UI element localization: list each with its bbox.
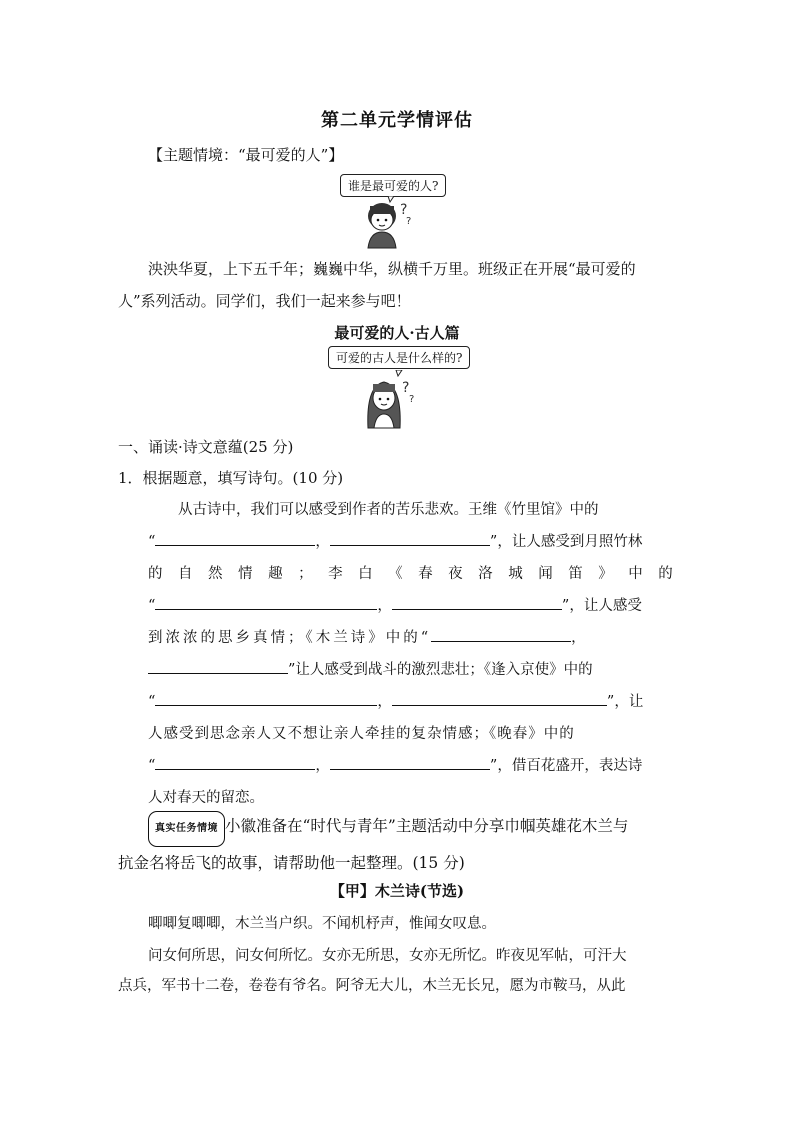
q1-line-2: “ ， ”，让人感受到月照竹林 [148,530,673,551]
answer-blank[interactable] [431,627,571,642]
mulan-title: 【甲】木兰诗(节选) [329,882,465,900]
answer-blank[interactable] [155,755,315,770]
answer-blank[interactable] [148,659,288,674]
answer-blank[interactable] [155,691,377,706]
q1-line-8: 人感受到思念亲人又不想让亲人牵挂的复杂情感；《晚春》中的 [148,726,575,742]
q1-line-3: 的 自 然 情 趣 ； 李 白 《 春 夜 洛 城 闻 笛 》 中 的 [148,566,673,582]
q1-line-4: “ ， ”，让人感受 [148,594,673,615]
q1-line-10: 人对春天的留恋。 [148,790,264,806]
girl-thinking-icon [362,370,422,432]
boy-thinking-icon [360,196,420,252]
speech-bubble-1: 谁是最可爱的人? [340,174,446,197]
svg-text:?: ? [406,216,412,227]
task-text-2: 抗金名将岳飞的故事，请帮助他一起整理。(15 分) [118,854,465,872]
answer-blank[interactable] [392,595,562,610]
q1-line-7: “ ， ”，让 [148,690,673,711]
task-badge: 真实任务情境 [148,811,225,847]
answer-blank[interactable] [392,691,607,706]
question-1: 1．根据题意，填写诗句。(10 分) [118,469,344,487]
speech-bubble-2: 可爱的古人是什么样的? [328,346,470,369]
answer-blank[interactable] [155,595,377,610]
page-title: 第二单元学情评估 [321,110,473,131]
intro-line-2: 人”系列活动。同学们，我们一起来参与吧！ [118,292,411,310]
q1-line-9: “ ， ”，借百花盛开，表达诗 [148,754,673,775]
mulan-paragraph-2a: 问女何所思，问女何所忆。女亦无所思，女亦无所忆。昨夜见军帖，可汗大 [148,948,627,964]
q1-line-6: ”让人感受到战斗的激烈悲壮；《逢入京使》中的 [148,658,673,679]
q1-line-1: 从古诗中，我们可以感受到作者的苦乐悲欢。王维《竹里馆》中的 [178,502,599,518]
task-text-1: 小徽准备在“时代与青年”主题活动中分享巾帼英雄花木兰与 [225,817,629,835]
answer-blank[interactable] [330,755,490,770]
subsection-title: 最可爱的人·古人篇 [334,324,460,342]
svg-text:?: ? [400,202,408,218]
section-1-heading: 一、诵读·诗文意蕴(25 分) [118,438,294,456]
q1-line-5: 到浓浓的思乡真情；《木兰诗》中的“ ， [148,626,673,647]
mulan-paragraph-1: 唧唧复唧唧，木兰当户织。不闻机杼声，惟闻女叹息。 [148,916,496,932]
mulan-paragraph-2b: 点兵，军书十二卷，卷卷有爷名。阿爷无大儿，木兰无长兄，愿为市鞍马，从此 [118,978,626,994]
svg-text:?: ? [409,394,415,405]
task-paragraph [118,810,678,879]
theme-heading: 【主题情境：“最可爱的人”】 [148,146,344,164]
intro-line-1: 泱泱华夏，上下五千年；巍巍中华，纵横千万里。班级正在开展“最可爱的 [148,260,636,278]
answer-blank[interactable] [155,531,315,546]
answer-blank[interactable] [330,531,490,546]
svg-text:?: ? [402,380,410,396]
